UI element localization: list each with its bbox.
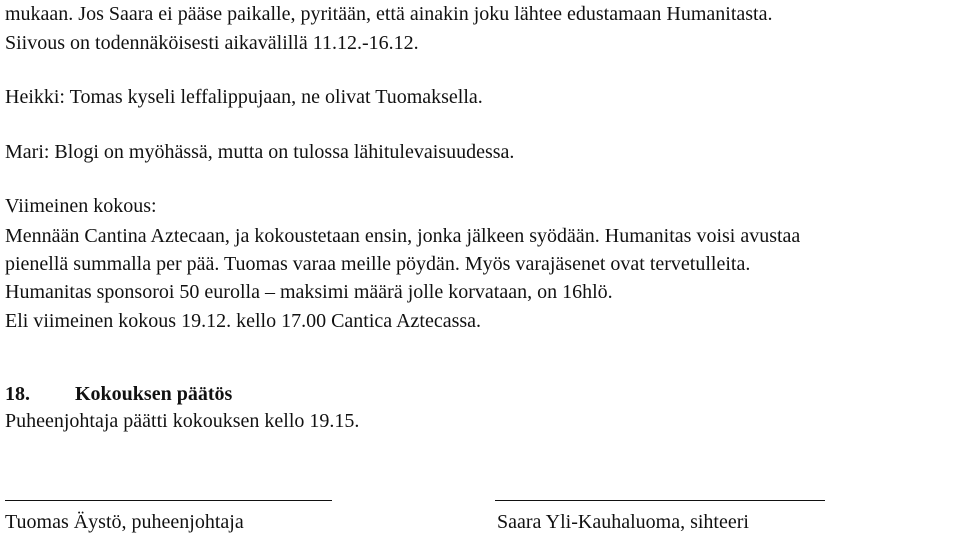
mari-note: Mari: Blogi on myöhässä, mutta on tulossa lähitulevaisuudessa. bbox=[5, 141, 515, 163]
viimeinen-kokous-title: Viimeinen kokous: bbox=[5, 195, 157, 217]
viimeinen-line: Mennään Cantina Aztecaan, ja kokoustetaan ensin, jonka jälkeen syödään. Humanitas voisi avustaa bbox=[5, 225, 801, 247]
viimeinen-line: Eli viimeinen kokous 19.12. kello 17.00 Cantica Aztecassa. bbox=[5, 310, 482, 332]
signature-line-right bbox=[495, 500, 825, 501]
section-18-text: Puheenjohtaja päätti kokouksen kello 19.15. bbox=[5, 410, 360, 432]
signature-chair: Tuomas Äystö, puheenjohtaja bbox=[5, 511, 244, 533]
section-number: 18. bbox=[5, 383, 30, 405]
viimeinen-line: pienellä summalla per pää. Tuomas varaa meille pöydän. Myös varajäsenet ovat tervetulleita. bbox=[5, 253, 751, 275]
paragraph-line: mukaan. Jos Saara ei pääse paikalle, pyritään, että ainakin joku lähtee edustamaan Humanitasta. bbox=[5, 3, 773, 25]
signature-secretary: Saara Yli-Kauhaluoma, sihteeri bbox=[497, 511, 749, 533]
viimeinen-line: Humanitas sponsoroi 50 eurolla – maksimi määrä jolle korvataan, on 16hlö. bbox=[5, 281, 613, 303]
paragraph-line: Siivous on todennäköisesti aikavälillä 11.12.-16.12. bbox=[5, 32, 419, 54]
section-18-heading bbox=[5, 382, 232, 406]
section-title: Kokouksen päätös bbox=[75, 383, 233, 405]
heikki-note: Heikki: Tomas kyseli leffalippujaan, ne olivat Tuomaksella. bbox=[5, 86, 483, 108]
signature-line-left bbox=[5, 500, 332, 501]
